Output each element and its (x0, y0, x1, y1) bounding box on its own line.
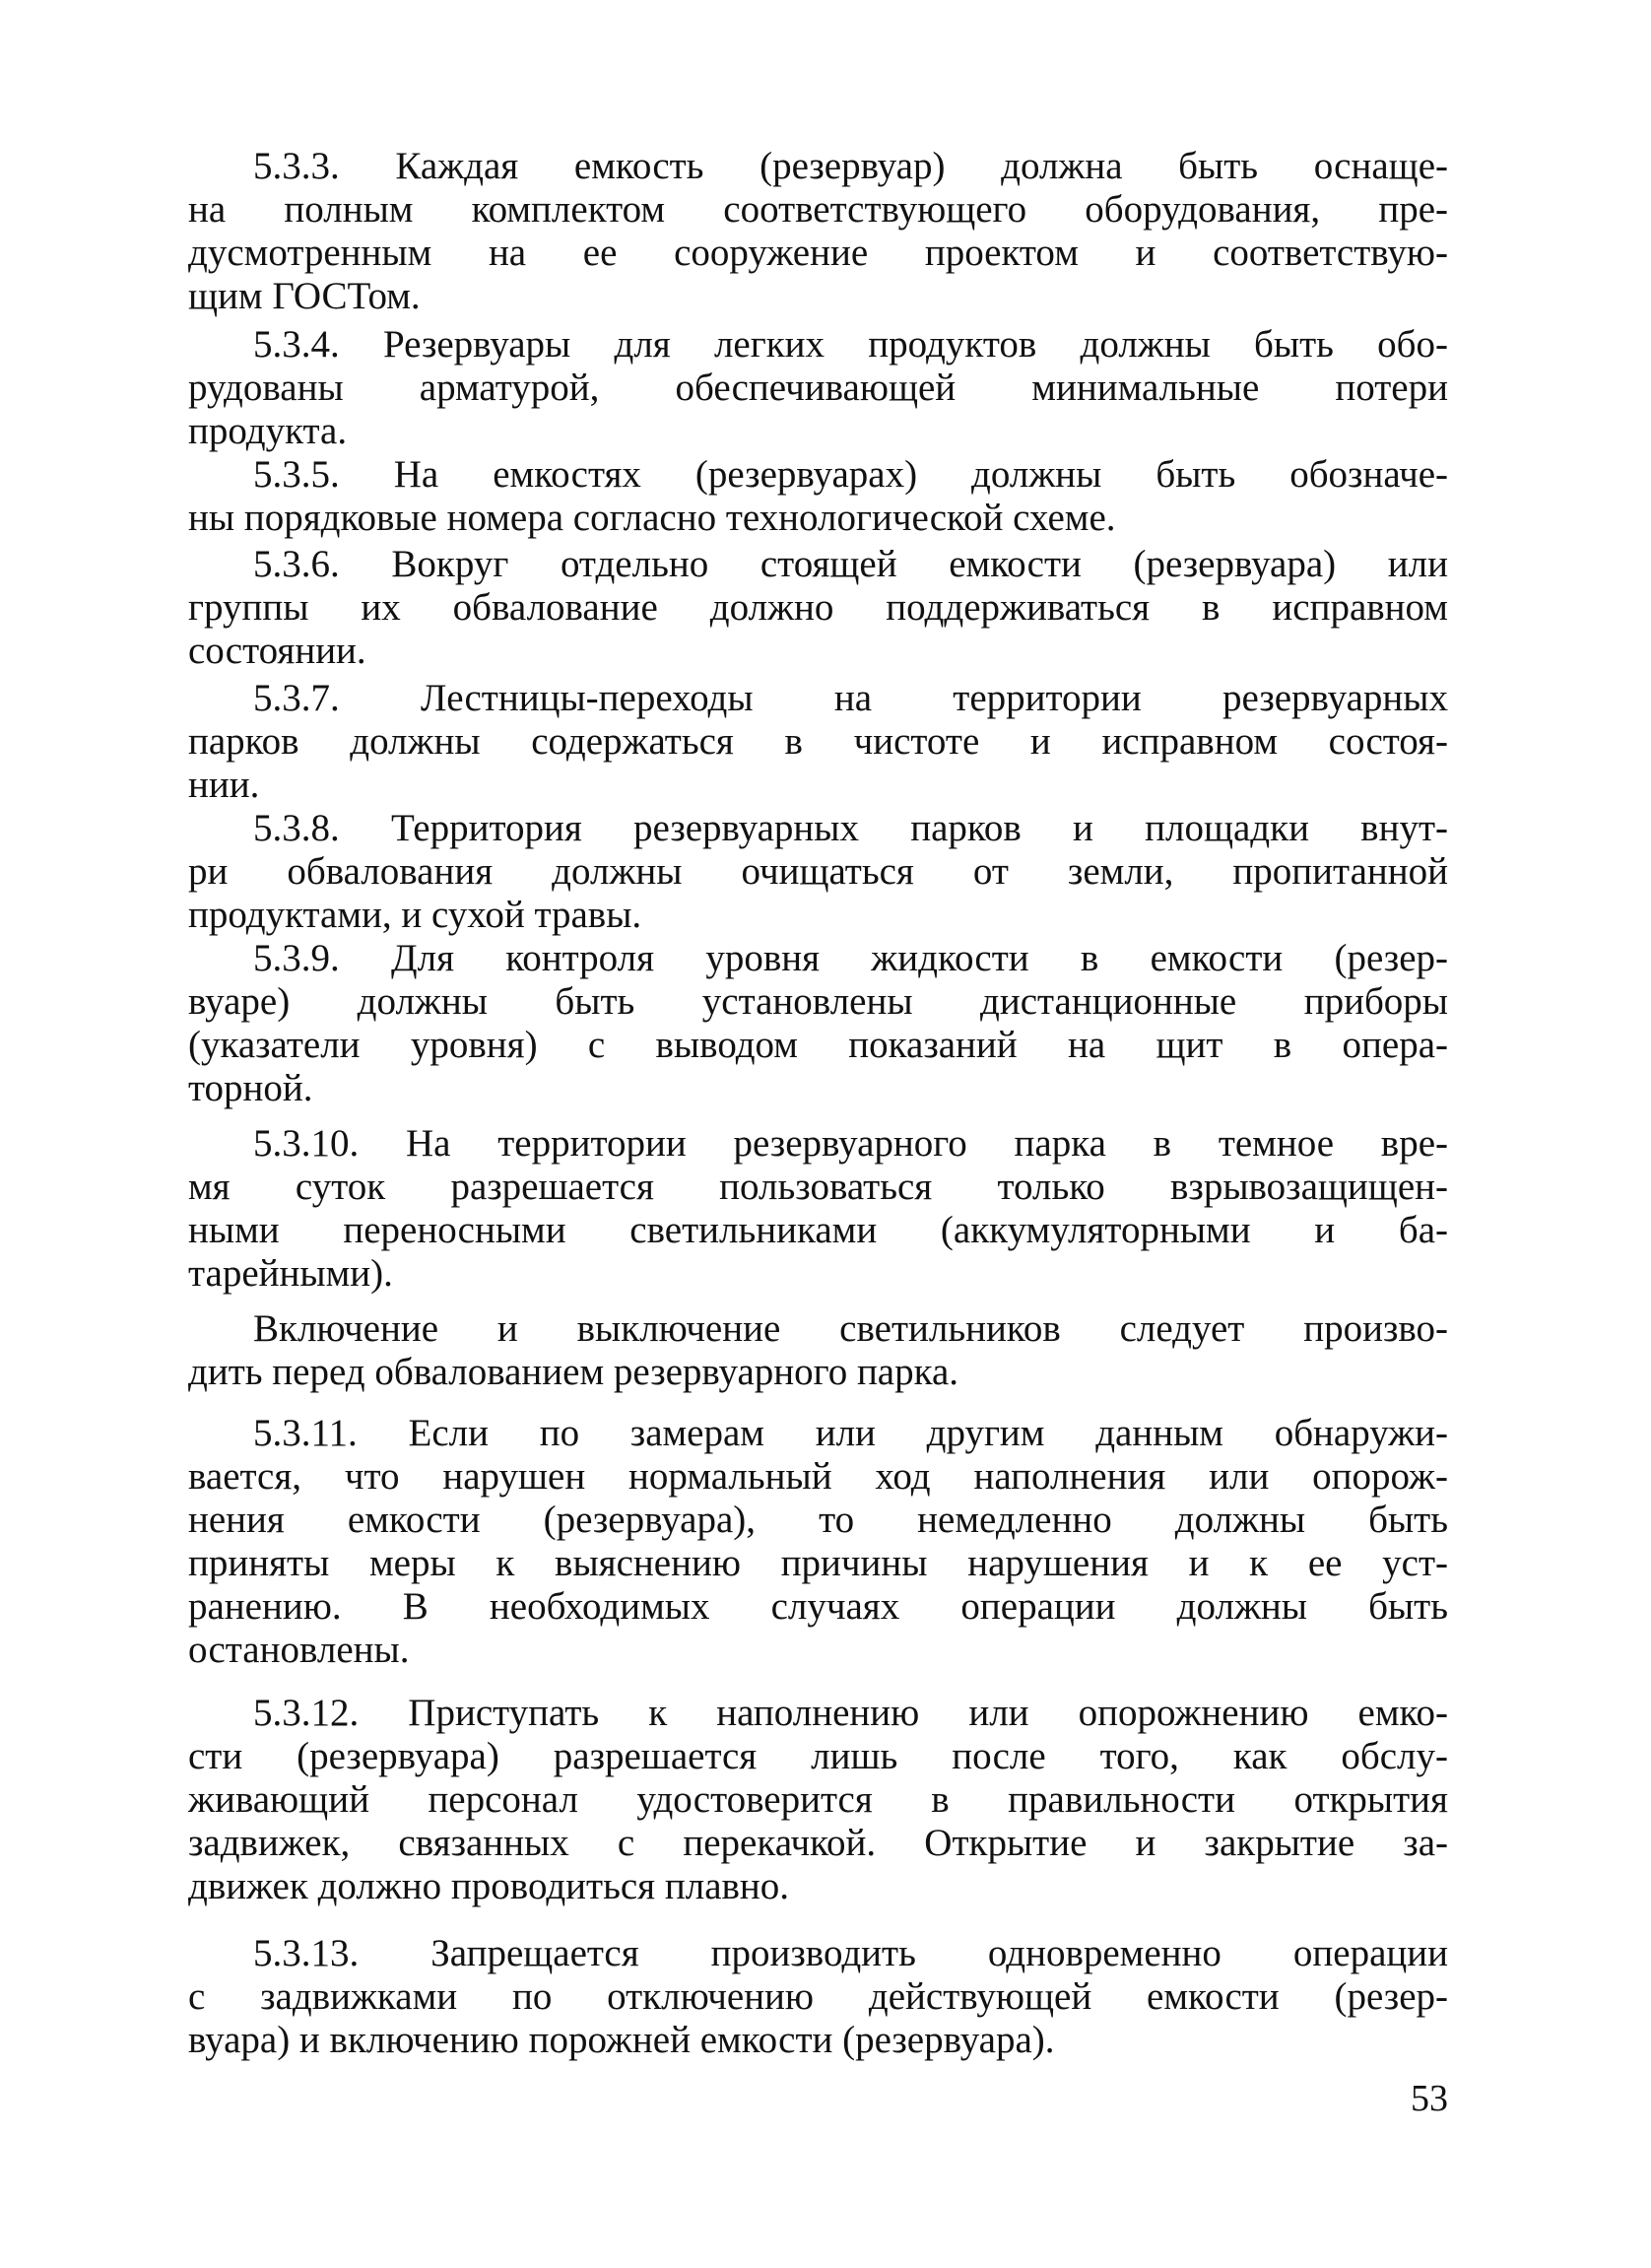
text-line: вуара) и включению порожней емкости (резервуара). (188, 2019, 1055, 2061)
text-line: остановлены. (188, 1629, 410, 1671)
text-line: вается, что нарушен нормальный ход наполнения или опорож- (188, 1455, 1448, 1498)
paragraph (188, 807, 1448, 937)
paragraph (188, 145, 1448, 318)
paragraph (188, 453, 1448, 540)
text-line: 5.3.6. Вокруг отдельно стоящей емкости (резервуара) или (253, 543, 1448, 585)
text-line: дить перед обвалованием резервуарного парка. (188, 1351, 959, 1393)
text-line: 5.3.8. Территория резервуарных парков и площадки внут- (253, 807, 1448, 849)
text-line: парков должны содержаться в чистоте и исправном состоя- (188, 720, 1448, 763)
paragraph (188, 677, 1448, 807)
paragraph (188, 1122, 1448, 1296)
text-line: торной. (188, 1067, 313, 1109)
text-line: 5.3.9. Для контроля уровня жидкости в емкости (резер- (253, 937, 1448, 979)
text-line: продукта. (188, 410, 348, 452)
text-line: группы их обвалование должно поддерживаться в исправном (188, 586, 1448, 629)
text-line: рудованы арматурой, обеспечивающей минимальные потери (188, 367, 1448, 409)
text-line: ны порядковые номера согласно технологической схеме. (188, 497, 1116, 539)
paragraph (188, 1932, 1448, 2062)
paragraph (188, 1307, 1448, 1394)
text-line: приняты меры к выяснению причины нарушения и к ее уст- (188, 1542, 1448, 1584)
text-line: ранению. В необходимых случаях операции должны быть (188, 1585, 1448, 1628)
text-line: 5.3.5. На емкостях (резервуарах) должны быть обозначе- (253, 453, 1448, 496)
text-line: 5.3.7. Лестницы-переходы на территории резервуарных (253, 677, 1448, 719)
paragraph (188, 937, 1448, 1110)
paragraph (188, 1692, 1448, 1908)
text-line: нии. (188, 764, 260, 806)
text-line: ри обвалования должны очищаться от земли, пропитанной (188, 850, 1448, 893)
text-line: 5.3.10. На территории резервуарного парка в темное вре- (253, 1122, 1448, 1165)
paragraph (188, 323, 1448, 453)
text-line: задвижек, связанных с перекачкой. Открытие и закрытие за- (188, 1822, 1448, 1864)
text-line: на полным комплектом соответствующего оборудования, пре- (188, 188, 1448, 231)
text-line: тарейными). (188, 1252, 393, 1295)
text-line: 5.3.4. Резервуары для легких продуктов должны быть обо- (253, 323, 1448, 366)
page-number: 53 (1411, 2078, 1448, 2119)
text-line: живающий персонал удостоверится в правильности открытия (188, 1778, 1448, 1821)
text-line: вуаре) должны быть установлены дистанционные приборы (188, 980, 1448, 1023)
text-line: (указатели уровня) с выводом показаний на щит в опера- (188, 1024, 1448, 1066)
paragraph (188, 1412, 1448, 1672)
text-line: состоянии. (188, 630, 366, 672)
text-line: мя суток разрешается пользоваться только взрывозащищен- (188, 1166, 1448, 1208)
paragraph (188, 543, 1448, 673)
text-line: сти (резервуара) разрешается лишь после того, как обслу- (188, 1735, 1448, 1777)
text-line: с задвижками по отключению действующей емкости (резер- (188, 1975, 1448, 2018)
text-line: щим ГОСТом. (188, 275, 421, 317)
text-line: Включение и выключение светильников следует произво- (253, 1307, 1448, 1350)
text-line: 5.3.11. Если по замерам или другим данным обнаружи- (253, 1412, 1448, 1454)
text-line: движек должно проводиться плавно. (188, 1865, 790, 1907)
text-line: дусмотренным на ее сооружение проектом и соответствую- (188, 232, 1448, 274)
text-line: 5.3.3. Каждая емкость (резервуар) должна быть оснаще- (253, 145, 1448, 187)
text-line: ными переносными светильниками (аккумуляторными и ба- (188, 1209, 1448, 1251)
text-line: нения емкости (резервуара), то немедленно должны быть (188, 1499, 1448, 1541)
text-line: 5.3.12. Приступать к наполнению или опорожнению емко- (253, 1692, 1448, 1734)
text-line: 5.3.13. Запрещается производить одновременно операции (253, 1932, 1448, 1974)
text-line: продуктами, и сухой травы. (188, 894, 642, 936)
